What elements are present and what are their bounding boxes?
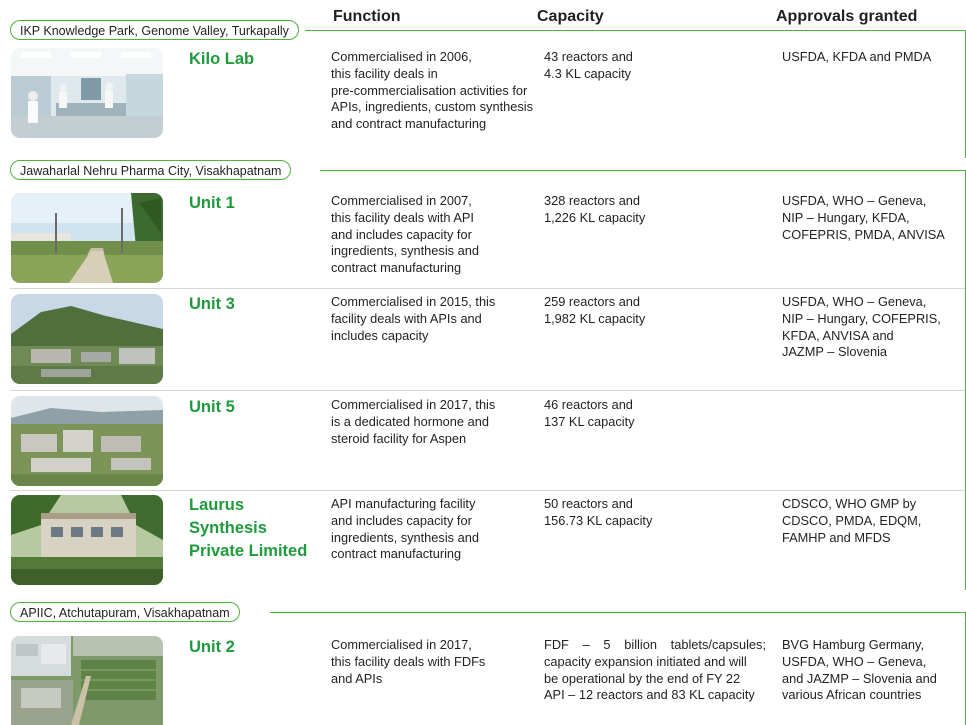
unit-capacity: FDF – 5 billion tablets/capsules; capacity expansion initiated and will be operational by the end of FY 22 API – 12 reactors and 83 KL capacity: [544, 637, 766, 703]
laurus-synthesis-photo: [11, 495, 163, 585]
unit-2-photo: [11, 636, 163, 725]
unit-function: Commercialised in 2015, this facility deals with APIs and includes capacity: [331, 294, 496, 343]
unit-capacity: 259 reactors and 1,982 KL capacity: [544, 294, 646, 326]
unit-function: Commercialised in 2017, this is a dedicated hormone and steroid facility for Aspen: [331, 397, 496, 446]
row-divider: [10, 390, 965, 391]
unit-approvals: USFDA, WHO – Geneva, NIP – Hungary, COFEPRIS, KFDA, ANVISA and JAZMP – Slovenia: [782, 294, 941, 360]
site-divider: [270, 612, 965, 613]
unit-approvals: BVG Hamburg Germany, USFDA, WHO – Geneva, and JAZMP – Slovenia and various African countries: [782, 637, 937, 703]
site-label-apiic: APIIC, Atchutapuram, Visakhapatnam: [10, 602, 240, 622]
site-label-jnpc: Jawaharlal Nehru Pharma City, Visakhapatnam: [10, 160, 291, 180]
unit-name: Unit 1: [189, 194, 235, 212]
unit-approvals: CDSCO, WHO GMP by CDSCO, PMDA, EDQM, FAMHP and MFDS: [782, 496, 922, 545]
unit-name: Unit 2: [189, 638, 235, 656]
header-function: Function: [333, 8, 401, 25]
row-divider: [10, 288, 965, 289]
unit-name: Unit 3: [189, 295, 235, 313]
unit-1-photo: [11, 193, 163, 283]
unit-3-photo: [11, 294, 163, 384]
unit-function: Commercialised in 2017, this facility deals with FDFs and APIs: [331, 637, 486, 686]
site-divider: [320, 170, 965, 171]
row-divider: [10, 490, 965, 491]
site-label-ikp: IKP Knowledge Park, Genome Valley, Turkapally: [10, 20, 299, 40]
unit-capacity: 50 reactors and 156.73 KL capacity: [544, 496, 653, 528]
unit-approvals: USFDA, KFDA and PMDA: [782, 49, 932, 64]
site-divider: [305, 30, 965, 31]
unit-approvals: USFDA, WHO – Geneva, NIP – Hungary, KFDA, COFEPRIS, PMDA, ANVISA: [782, 193, 945, 242]
unit-function: API manufacturing facility and includes capacity for ingredients, synthesis and contract manufacturing: [331, 496, 479, 562]
header-capacity: Capacity: [537, 8, 604, 25]
unit-name: Unit 5: [189, 398, 235, 416]
unit-capacity: 43 reactors and 4.3 KL capacity: [544, 49, 633, 81]
unit-5-photo: [11, 396, 163, 486]
unit-name: Kilo Lab: [189, 50, 255, 68]
unit-capacity: 328 reactors and 1,226 KL capacity: [544, 193, 646, 225]
unit-function: Commercialised in 2007, this facility deals with API and includes capacity for ingredients, synthesis and contract manufacturing: [331, 193, 479, 276]
unit-function: Commercialised in 2006, this facility deals in pre-commercialisation activities for APIs, ingredients, custom synthesis and contract manufacturing: [331, 49, 533, 132]
header-approvals: Approvals granted: [776, 8, 918, 25]
unit-name: Laurus Synthesis Private Limited: [189, 496, 308, 560]
unit-capacity: 46 reactors and 137 KL capacity: [544, 397, 635, 429]
kilo-lab-photo: [11, 48, 163, 138]
